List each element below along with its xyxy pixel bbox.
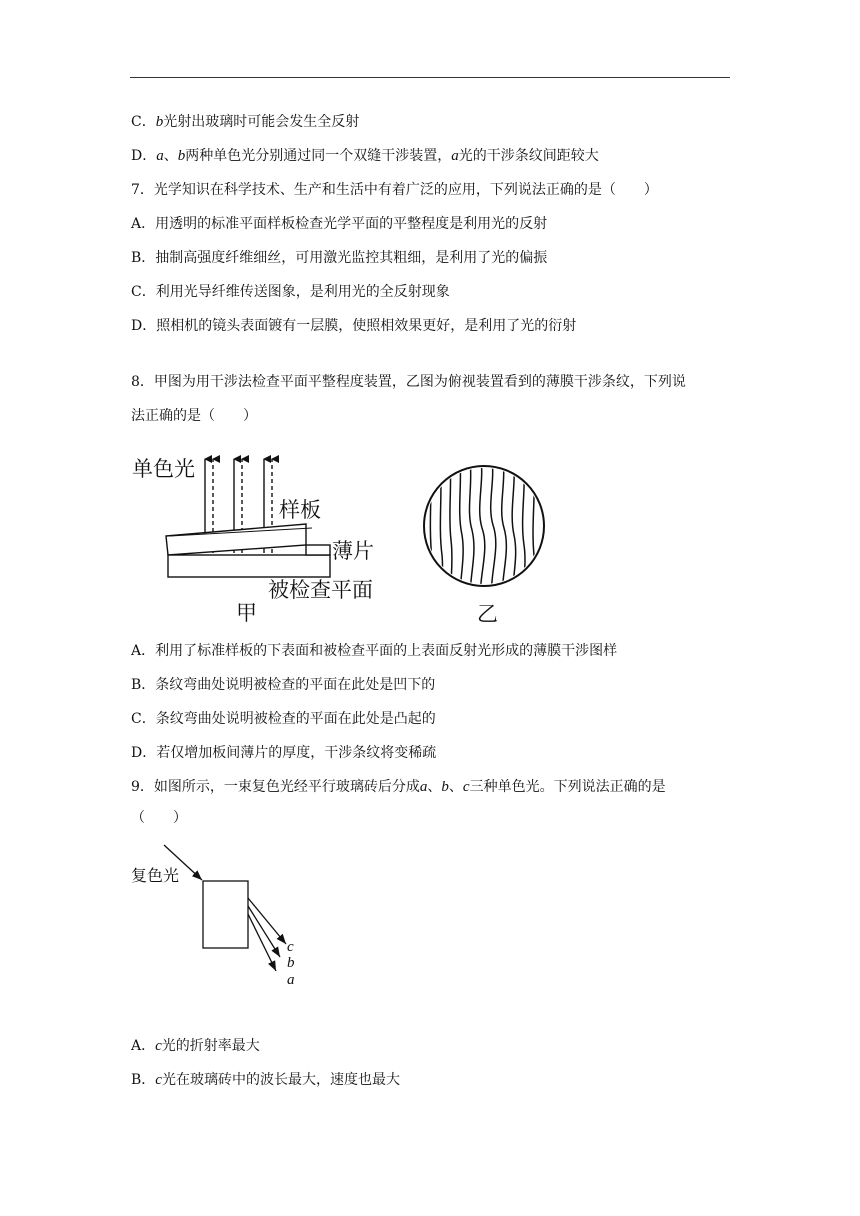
q6-option-d: D．a、b两种单色光分别通过同一个双缝干涉装置，a光的干涉条纹间距较大 [131, 148, 599, 164]
label-composite-light: 复色光 [131, 866, 180, 885]
q9-stem-line2: （ ） [131, 810, 187, 826]
glass-brick [203, 881, 248, 948]
caption-yi: 乙 [477, 602, 498, 626]
q8-option-b: B．条纹弯曲处说明被检查的平面在此处是凹下的 [131, 677, 436, 693]
label-ray-a: a [287, 972, 295, 988]
label-shim: 薄片 [332, 539, 374, 563]
template-plate [166, 524, 306, 555]
q8-option-a: A．利用了标准样板的下表面和被检查平面的上表面反射光形成的薄膜干涉图样 [131, 643, 618, 659]
shim-piece [306, 545, 330, 555]
label-inspected-surface: 被检查平面 [268, 578, 373, 602]
ray-a [248, 914, 276, 971]
q9-option-b: B．c光在玻璃砖中的波长最大，速度也最大 [131, 1072, 400, 1088]
q9-stem-line1: 9．如图所示，一束复色光经平行玻璃砖后分成a、b、c三种单色光。下列说法正确的是 [131, 779, 666, 795]
q8-stem-line1: 8．甲图为用干涉法检查平面平整程度装置，乙图为俯视装置看到的薄膜干涉条纹，下列说 [131, 374, 686, 390]
q8-stem-line2: 法正确的是（ ） [131, 408, 257, 424]
q8-figure-jia [132, 457, 374, 625]
q7-stem: 7．光学知识在科学技术、生产和生活中有着广泛的应用，下列说法正确的是（ ） [131, 182, 658, 198]
q7-option-c: C．利用光导纤维传送图象，是利用光的全反射现象 [131, 284, 450, 300]
inspected-surface-block [168, 555, 330, 577]
q7-option-a: A．用透明的标准平面样板检查光学平面的平整程度是利用光的反射 [131, 216, 548, 232]
q8-option-d: D．若仅增加板间薄片的厚度，干涉条纹将变稀疏 [131, 745, 437, 761]
fringe-circle [424, 466, 544, 586]
q8-option-c: C．条纹弯曲处说明被检查的平面在此处是凸起的 [131, 711, 436, 727]
q7-option-d: D．照相机的镜头表面镀有一层膜，使照相效果更好，是利用了光的衍射 [131, 318, 577, 334]
q9-option-a: A．c光的折射率最大 [131, 1038, 260, 1054]
label-ray-c: c [287, 939, 294, 955]
label-template-plate: 样板 [279, 498, 321, 522]
q9-figure [131, 845, 295, 988]
caption-jia: 甲 [236, 601, 257, 625]
q6-option-c: C．b光射出玻璃时可能会发生全反射 [131, 114, 360, 130]
label-monochrome-light: 单色光 [132, 457, 195, 481]
q8-figure-yi [424, 460, 544, 626]
label-ray-b: b [287, 955, 295, 971]
q7-option-b: B．抽制高强度纤维细丝，可用激光监控其粗细，是利用了光的偏振 [131, 250, 548, 266]
